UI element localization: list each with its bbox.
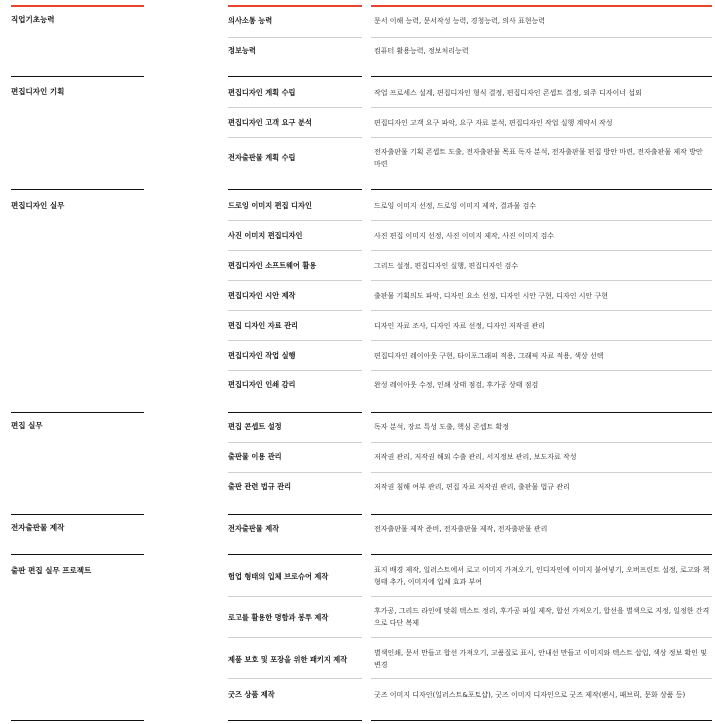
competency-name: 제품 보호 및 포장을 위한 패키지 제작 — [228, 655, 348, 664]
row-divider — [228, 472, 362, 473]
competency-detail: 전자출판물 제작 준비, 전자출판물 제작, 전자출판물 관리 — [374, 525, 548, 533]
section-divider — [228, 514, 362, 515]
competency-name: 편집디자인 고객 요구 분석 — [228, 118, 312, 127]
row-divider — [228, 340, 362, 341]
category-divider — [11, 514, 144, 515]
category-divider — [11, 76, 144, 77]
category-divider — [11, 189, 144, 190]
row-divider — [228, 37, 362, 38]
row-divider — [228, 137, 362, 138]
row-divider — [228, 637, 362, 638]
row-divider — [371, 310, 712, 311]
section-divider — [228, 189, 362, 190]
competency-name: 편집디자인 인쇄 감리 — [228, 380, 296, 389]
competency-name: 정보능력 — [228, 46, 256, 55]
competency-detail: 후가공, 그리드 라인에 맞춰 텍스트 정리, 후가공 파일 제작, 합선 가져오기, 합선을 별색으로 지정, 일정한 간격으로 다단 복제 — [374, 607, 710, 627]
competency-detail: 드로잉 이미지 선정, 드로잉 이미지 제작, 결과물 검수 — [374, 202, 537, 210]
row-divider — [371, 442, 712, 443]
category-label: 편집디자인 실무 — [11, 201, 65, 210]
competency-detail: 작업 프로세스 설계, 편집디자인 형식 결정, 편집디자인 콘셉트 결정, 외주 디자이너 섭외 — [374, 89, 642, 97]
row-divider — [228, 596, 362, 597]
row-divider — [228, 107, 362, 108]
row-divider — [371, 340, 712, 341]
section-divider — [228, 76, 362, 77]
competency-detail: 굿즈 이미지 디자인(일러스트&포토샵), 굿즈 이미지 디자인으로 굿즈 제작(팬시, 패브릭, 문화 상품 등) — [374, 691, 686, 699]
section-divider — [371, 189, 712, 190]
row-divider — [371, 280, 712, 281]
competency-detail: 표지 배경 제작, 일러스트에서 로고 이미지 가져오기, 인디자인에 이미지 붙여넣기, 오버프린트 설정, 로고와 책 형태 추가, 이미지에 입체 효과 부여 — [374, 566, 710, 586]
section-divider — [371, 554, 712, 555]
competency-name: 편집디자인 작업 실행 — [228, 351, 296, 360]
row-divider — [228, 678, 362, 679]
competency-detail: 전자출판물 기획 콘셉트 도출, 전자출판물 목표 독자 분석, 전자출판물 편집 방안 마련, 전자출판물 제작 방안 마련 — [374, 148, 703, 168]
row-divider — [228, 442, 362, 443]
row-divider — [371, 107, 712, 108]
competency-header-accent-line — [228, 5, 362, 7]
competency-name: 출판물 이용 관리 — [228, 452, 282, 461]
category-divider — [11, 412, 144, 413]
category-label: 편집디자인 기획 — [11, 87, 65, 96]
competency-name: 전자출판물 계획 수립 — [228, 153, 296, 162]
section-divider — [228, 720, 362, 721]
competency-detail: 컴퓨터 활용능력, 정보처리능력 — [374, 47, 469, 55]
category-label: 직업기초능력 — [11, 15, 55, 24]
section-divider — [228, 412, 362, 413]
row-divider — [228, 310, 362, 311]
competency-detail: 문서 이해 능력, 문서작성 능력, 경청능력, 의사 표현능력 — [374, 17, 546, 25]
row-divider — [371, 637, 712, 638]
row-divider — [228, 250, 362, 251]
row-divider — [371, 37, 712, 38]
section-divider — [228, 554, 362, 555]
category-label: 편집 실무 — [11, 421, 43, 430]
row-divider — [228, 280, 362, 281]
row-divider — [371, 250, 712, 251]
competency-detail: 출판물 기획의도 파악, 디자인 요소 선정, 디자인 시안 구현, 디자인 시안 구현 — [374, 292, 609, 300]
competency-detail: 저작권 관리, 저작권 해외 수출 관리, 서지정보 관리, 보도자료 작성 — [374, 453, 577, 461]
section-divider — [371, 514, 712, 515]
competency-name: 편집디자인 소프트웨어 활용 — [228, 261, 317, 270]
row-divider — [371, 472, 712, 473]
section-divider — [371, 76, 712, 77]
detail-header-accent-line — [371, 5, 712, 7]
row-divider — [371, 678, 712, 679]
competency-name: 의사소통 능력 — [228, 16, 273, 25]
competency-name: 굿즈 상품 제작 — [228, 690, 275, 699]
row-divider — [371, 370, 712, 371]
competency-name: 편집디자인 계획 수립 — [228, 88, 296, 97]
competency-detail: 그리드 설정, 편집디자인 실행, 편집디자인 검수 — [374, 262, 519, 270]
competency-name: 전자출판물 제작 — [228, 524, 280, 533]
category-label: 전자출판물 제작 — [11, 523, 65, 532]
competency-detail: 완성 레이아웃 수정, 인쇄 상태 점검, 후가공 상태 점검 — [374, 381, 539, 389]
row-divider — [228, 220, 362, 221]
competency-name: 편집 디자인 자료 관리 — [228, 321, 298, 330]
competency-detail: 편집디자인 레이아웃 구현, 타이포그래피 적용, 그래픽 자료 적용, 색상 선택 — [374, 352, 604, 360]
section-divider — [371, 720, 712, 721]
section-divider — [371, 412, 712, 413]
competency-name: 로고를 활용한 명함과 봉투 제작 — [228, 613, 329, 622]
row-divider — [371, 137, 712, 138]
category-divider — [11, 554, 144, 555]
competency-detail: 사진 편집 이미지 선정, 사진 이미지 제작, 사진 이미지 검수 — [374, 232, 555, 240]
competency-name: 험업 형태의 입체 브로슈어 제작 — [228, 572, 329, 581]
competency-name: 편집디자인 시안 제작 — [228, 291, 296, 300]
competency-name: 출판 관련 법규 관리 — [228, 482, 292, 491]
category-label: 출판 편집 실무 프로젝트 — [11, 566, 92, 575]
competency-name: 사진 이미지 편집디자인 — [228, 231, 303, 240]
competency-name: 드로잉 이미지 편집 디자인 — [228, 201, 312, 210]
competency-detail: 편집디자인 고객 요구 파악, 요구 자료 분석, 편집디자인 작업 실행 계약서 작성 — [374, 119, 613, 127]
competency-detail: 독자 분석, 장르 특성 도출, 핵심 콘셉트 확정 — [374, 423, 509, 431]
competency-name: 편집 콘셉트 설정 — [228, 422, 282, 431]
competency-detail: 디자인 자료 조사, 디자인 자료 선정, 디자인 저작권 관리 — [374, 322, 546, 330]
competency-detail: 저작권 침해 여부 관리, 편집 자료 저작권 관리, 출판물 법규 관리 — [374, 483, 570, 491]
category-header-accent-line — [11, 5, 144, 7]
row-divider — [371, 596, 712, 597]
category-divider — [11, 720, 144, 721]
row-divider — [371, 220, 712, 221]
competency-detail: 별색인쇄, 문서 만들고 합선 가져오기, 고품질로 표시, 안내선 만들고 이미지와 텍스트 삽입, 색상 정보 확인 및 변경 — [374, 649, 708, 669]
row-divider — [228, 370, 362, 371]
